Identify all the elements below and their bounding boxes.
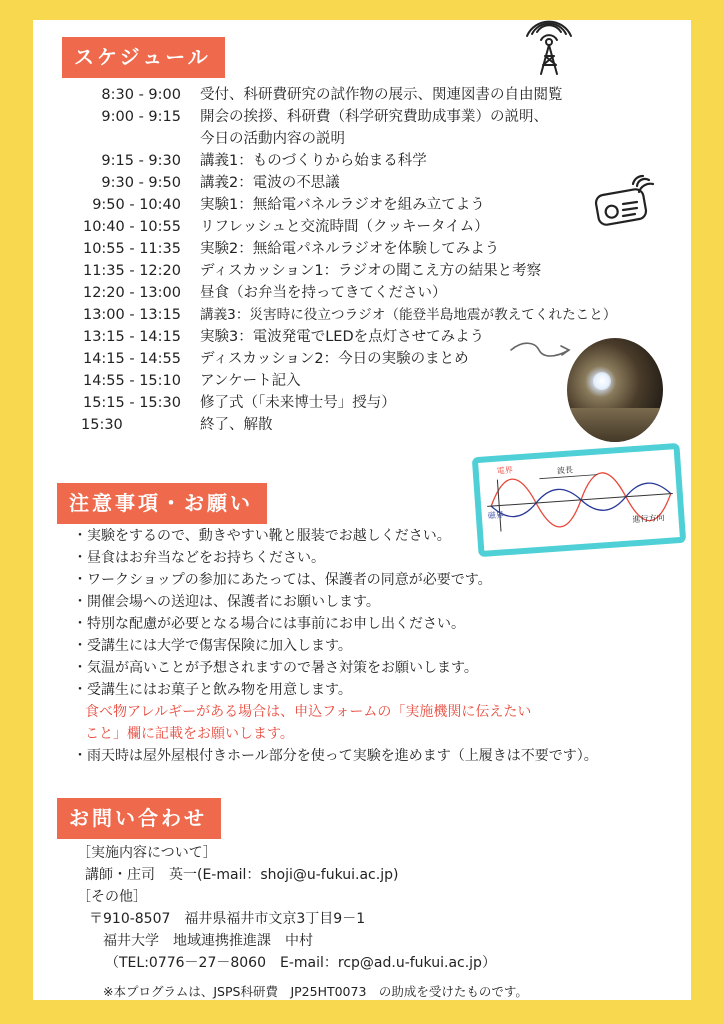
schedule-activity: 修了式（「未来博士号」授与） [200,395,396,411]
schedule-time: 9:30 - 9:50 [101,175,181,191]
note-item: ・実験をするので、動きやすい靴と服装でお越しください。 [73,528,451,544]
led-base [567,408,663,442]
note-item: ・気温が高いことが予想されますので暑さ対策をお願いします。 [73,660,478,676]
schedule-time: 13:00 - 13:15 [82,307,181,323]
schedule-row [33,260,691,282]
contact-header: お問い合わせ [57,798,221,839]
note-item: ・受講生にはお菓子と飲み物を用意します。 [73,682,352,698]
schedule-row [33,238,691,260]
schedule-time: 9:00 - 9:15 [101,109,181,125]
contact-label: ［その他］ [77,889,147,905]
schedule-time: 9:50 - 10:40 [92,197,181,213]
note-item: ・ワークショップの参加にあたっては、保護者の同意が必要です。 [73,572,492,588]
schedule-activity: リフレッシュと交流時間（クッキータイム） [200,219,489,235]
schedule-time: 11:35 - 12:20 [82,263,181,279]
led-light [593,372,611,390]
led-photo [567,338,663,442]
note-item: ・特別な配慮が必要となる場合には事前にお申し出ください。 [73,616,465,632]
schedule-row [33,282,691,304]
schedule-time: 13:15 - 14:15 [82,329,181,345]
e-field-label: 電界 [496,465,514,476]
schedule-activity: 講義2：電波の不思議 [200,175,340,191]
schedule-activity: 昼食（お弁当を持ってきてください） [200,285,447,301]
schedule-activity: 実験1：無給電バネルラジオを組み立てよう [200,197,485,213]
rain-note: ・雨天時は屋外屋根付きホール部分を使って実験を進めます（上履きは不要です）。 [73,748,598,764]
organization: 福井大学 地域連携推進課 中村 [103,933,313,949]
schedule-row [33,128,691,150]
b-field-label: 磁界 [487,510,505,521]
footnote: ※本プログラムは、JSPS科研費 JP25HT0073 の助成を受けたものです。 [103,984,528,999]
schedule-activity: 講義3：災害時に役立つラジオ（能登半島地震が教えてくれたこと） [200,307,617,323]
schedule-activity: 受付、科研費研究の試作物の展示、関連図書の自由閲覧 [200,87,563,103]
schedule-time: 10:40 - 10:55 [82,219,181,235]
lecturer-contact: 講師・庄司 英一(E-mail：shoji@u-fukui.ac.jp) [85,867,399,883]
radio-tower-icon [523,14,575,78]
schedule-time: 15:15 - 15:30 [82,395,181,411]
contact-label: ［実施内容について］ [77,845,217,861]
schedule-activity: アンケート記入 [200,373,301,389]
schedule-activity: 終了、解散 [200,417,273,433]
direction-label: 進行方向 [632,513,665,525]
address: 〒910-8507 福井県福井市文京3丁目9－1 [89,911,366,927]
allergy-note: こと」欄に記載をお願いします。 [85,726,294,742]
schedule-activity: 今日の活動内容の説明 [200,131,345,147]
wave-diagram [472,443,686,557]
schedule-time: 9:15 - 9:30 [101,153,181,169]
arrow-icon [509,338,573,362]
schedule-time: 8:30 - 9:00 [101,87,181,103]
schedule-row [33,106,691,128]
schedule-header: スケジュール [62,37,225,78]
schedule-time: 10:55 - 11:35 [82,241,181,257]
schedule-time: 15:30 [81,417,123,433]
radio-icon [593,170,657,228]
allergy-note: 食べ物アレルギーがある場合は、申込フォームの「実施機関に伝えたい [85,704,532,720]
schedule-time: 14:55 - 15:10 [82,373,181,389]
schedule-time: 12:20 - 13:00 [82,285,181,301]
schedule-time: 14:15 - 14:55 [82,351,181,367]
note-item: ・受講生には大学で傷害保険に加入します。 [73,638,352,654]
schedule-activity: ディスカッション2：今日の実験のまとめ [200,351,469,367]
schedule-row [33,84,691,106]
schedule-activity: 開会の挨拶、科研費（科学研究費助成事業）の説明、 [200,109,548,125]
schedule-row [33,150,691,172]
schedule-activity: 講義1：ものづくりから始まる科学 [200,153,427,169]
schedule-activity: 実験2：無給電パネルラジオを体験してみよう [200,241,500,257]
schedule-row [33,304,691,326]
wavelength-label: 波長 [556,465,574,476]
flyer-page [33,20,691,1000]
notes-header: 注意事項・お願い [57,483,267,524]
note-item: ・昼食はお弁当などをお持ちください。 [73,550,325,566]
phone-email: （TEL:0776－27－8060 E-mail：rcp@ad.u-fukui.ac.jp） [105,955,496,971]
schedule-activity: ディスカッション1：ラジオの聞こえ方の結果と考察 [200,263,542,279]
note-item: ・開催会場への送迎は、保護者にお願いします。 [73,594,380,610]
schedule-activity: 実験3：電波発電でLEDを点灯させてみよう [200,329,485,345]
